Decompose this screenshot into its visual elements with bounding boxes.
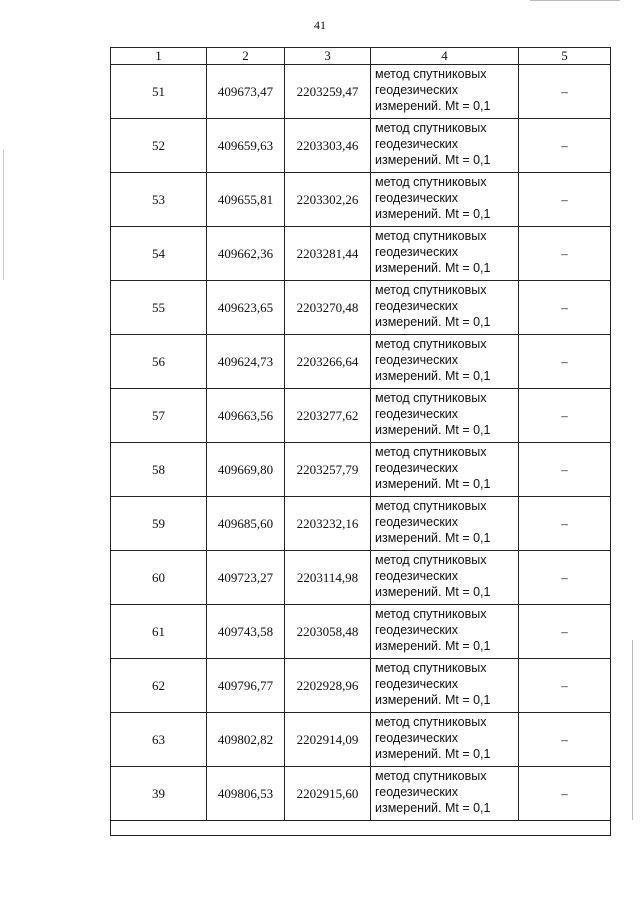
method-text-line: метод спутниковых [375,607,487,621]
note-cell: – [519,497,611,551]
y-coordinate-cell: 2203259,47 [285,65,371,119]
method-cell [371,227,519,281]
x-coordinate-cell: 409723,27 [207,551,285,605]
header-col-1: 1 [111,48,207,65]
point-number-cell: 54 [111,227,207,281]
y-coordinate-cell: 2203281,44 [285,227,371,281]
method-text-line: метод спутниковых [375,715,487,729]
method-text-line: метод спутниковых [375,661,487,675]
x-coordinate-cell: 409802,82 [207,713,285,767]
y-coordinate-cell: 2203257,79 [285,443,371,497]
method-text-line: геодезических [375,515,459,529]
table-row [111,443,611,497]
point-number-cell: 39 [111,767,207,821]
table-row [111,227,611,281]
point-number-cell: 60 [111,551,207,605]
method-text-line: метод спутниковых [375,337,487,351]
method-text-line: геодезических [375,83,459,97]
header-row [111,48,611,65]
point-number-cell: 52 [111,119,207,173]
y-coordinate-cell: 2203232,16 [285,497,371,551]
coordinates-table [110,47,611,836]
method-text-line: измерений. Mt = 0,1 [375,693,491,707]
point-number-cell: 63 [111,713,207,767]
method-text-line: метод спутниковых [375,229,487,243]
y-coordinate-cell: 2202928,96 [285,659,371,713]
method-text-line: геодезических [375,731,459,745]
note-cell: – [519,443,611,497]
page-number: 41 [314,18,326,32]
table-row [111,767,611,821]
method-cell [371,281,519,335]
x-coordinate-cell: 409659,63 [207,119,285,173]
point-number-cell: 58 [111,443,207,497]
method-text-line: метод спутниковых [375,283,487,297]
point-number-cell: 57 [111,389,207,443]
method-cell [371,443,519,497]
note-cell: – [519,281,611,335]
y-coordinate-cell: 2202914,09 [285,713,371,767]
table-header [111,48,611,65]
table-row [111,389,611,443]
y-coordinate-cell: 2203302,26 [285,173,371,227]
method-text-line: метод спутниковых [375,499,487,513]
y-coordinate-cell: 2203058,48 [285,605,371,659]
scan-artifact-left [3,150,4,280]
method-text-line: измерений. Mt = 0,1 [375,801,491,815]
method-text-line: измерений. Mt = 0,1 [375,585,491,599]
x-coordinate-cell: 409806,53 [207,767,285,821]
method-text-line: геодезических [375,461,459,475]
note-cell: – [519,65,611,119]
method-text-line: геодезических [375,569,459,583]
table-row [111,281,611,335]
method-text-line: геодезических [375,623,459,637]
method-text-line: метод спутниковых [375,67,487,81]
method-text-line: геодезических [375,353,459,367]
point-number-cell: 51 [111,65,207,119]
method-text-line: измерений. Mt = 0,1 [375,315,491,329]
x-coordinate-cell: 409623,65 [207,281,285,335]
y-coordinate-cell: 2203303,46 [285,119,371,173]
table-row [111,659,611,713]
method-text-line: метод спутниковых [375,121,487,135]
y-coordinate-cell: 2202915,60 [285,767,371,821]
x-coordinate-cell: 409685,60 [207,497,285,551]
method-cell [371,65,519,119]
y-coordinate-cell: 2203270,48 [285,281,371,335]
table-body [111,65,611,836]
method-text-line: измерений. Mt = 0,1 [375,261,491,275]
x-coordinate-cell: 409673,47 [207,65,285,119]
table-row [111,335,611,389]
x-coordinate-cell: 409662,36 [207,227,285,281]
table-row [111,119,611,173]
table-row [111,173,611,227]
method-text-line: измерений. Mt = 0,1 [375,639,491,653]
method-text-line: геодезических [375,785,459,799]
header-col-3: 3 [285,48,371,65]
method-text-line: метод спутниковых [375,769,487,783]
scan-artifact-right [632,640,633,820]
method-text-line: геодезических [375,407,459,421]
method-text-line: метод спутниковых [375,175,487,189]
method-cell [371,551,519,605]
method-text-line: измерений. Mt = 0,1 [375,99,491,113]
method-text-line: геодезических [375,245,459,259]
x-coordinate-cell: 409655,81 [207,173,285,227]
x-coordinate-cell: 409796,77 [207,659,285,713]
table-row [111,551,611,605]
method-text-line: метод спутниковых [375,391,487,405]
point-number-cell: 53 [111,173,207,227]
method-text-line: геодезических [375,299,459,313]
method-text-line: измерений. Mt = 0,1 [375,207,491,221]
method-text-line: метод спутниковых [375,553,487,567]
note-cell: – [519,767,611,821]
note-cell: – [519,335,611,389]
method-text-line: измерений. Mt = 0,1 [375,369,491,383]
y-coordinate-cell: 2203266,64 [285,335,371,389]
table-row [111,65,611,119]
method-cell [371,659,519,713]
header-col-5: 5 [519,48,611,65]
method-text-line: измерений. Mt = 0,1 [375,153,491,167]
note-cell: – [519,173,611,227]
y-coordinate-cell: 2203114,98 [285,551,371,605]
x-coordinate-cell: 409669,80 [207,443,285,497]
method-text-line: измерений. Mt = 0,1 [375,531,491,545]
method-text-line: измерений. Mt = 0,1 [375,477,491,491]
method-text-line: метод спутниковых [375,445,487,459]
note-cell: – [519,227,611,281]
method-cell [371,497,519,551]
x-coordinate-cell: 409743,58 [207,605,285,659]
x-coordinate-cell: 409624,73 [207,335,285,389]
method-cell [371,335,519,389]
method-cell [371,767,519,821]
note-cell: – [519,389,611,443]
method-cell [371,713,519,767]
header-col-2: 2 [207,48,285,65]
method-text-line: геодезических [375,191,459,205]
method-cell [371,389,519,443]
point-number-cell: 62 [111,659,207,713]
method-cell [371,173,519,227]
table-row [111,713,611,767]
method-cell [371,119,519,173]
x-coordinate-cell: 409663,56 [207,389,285,443]
method-text-line: измерений. Mt = 0,1 [375,747,491,761]
empty-cell [111,821,611,836]
method-text-line: геодезических [375,137,459,151]
point-number-cell: 61 [111,605,207,659]
point-number-cell: 56 [111,335,207,389]
note-cell: – [519,659,611,713]
method-text-line: геодезических [375,677,459,691]
table-row [111,497,611,551]
method-cell [371,605,519,659]
y-coordinate-cell: 2203277,62 [285,389,371,443]
note-cell: – [519,605,611,659]
point-number-cell: 59 [111,497,207,551]
empty-row [111,821,611,836]
method-text-line: измерений. Mt = 0,1 [375,423,491,437]
note-cell: – [519,119,611,173]
point-number-cell: 55 [111,281,207,335]
table-row [111,605,611,659]
scan-artifact-top [530,0,620,1]
note-cell: – [519,551,611,605]
note-cell: – [519,713,611,767]
header-col-4: 4 [371,48,519,65]
